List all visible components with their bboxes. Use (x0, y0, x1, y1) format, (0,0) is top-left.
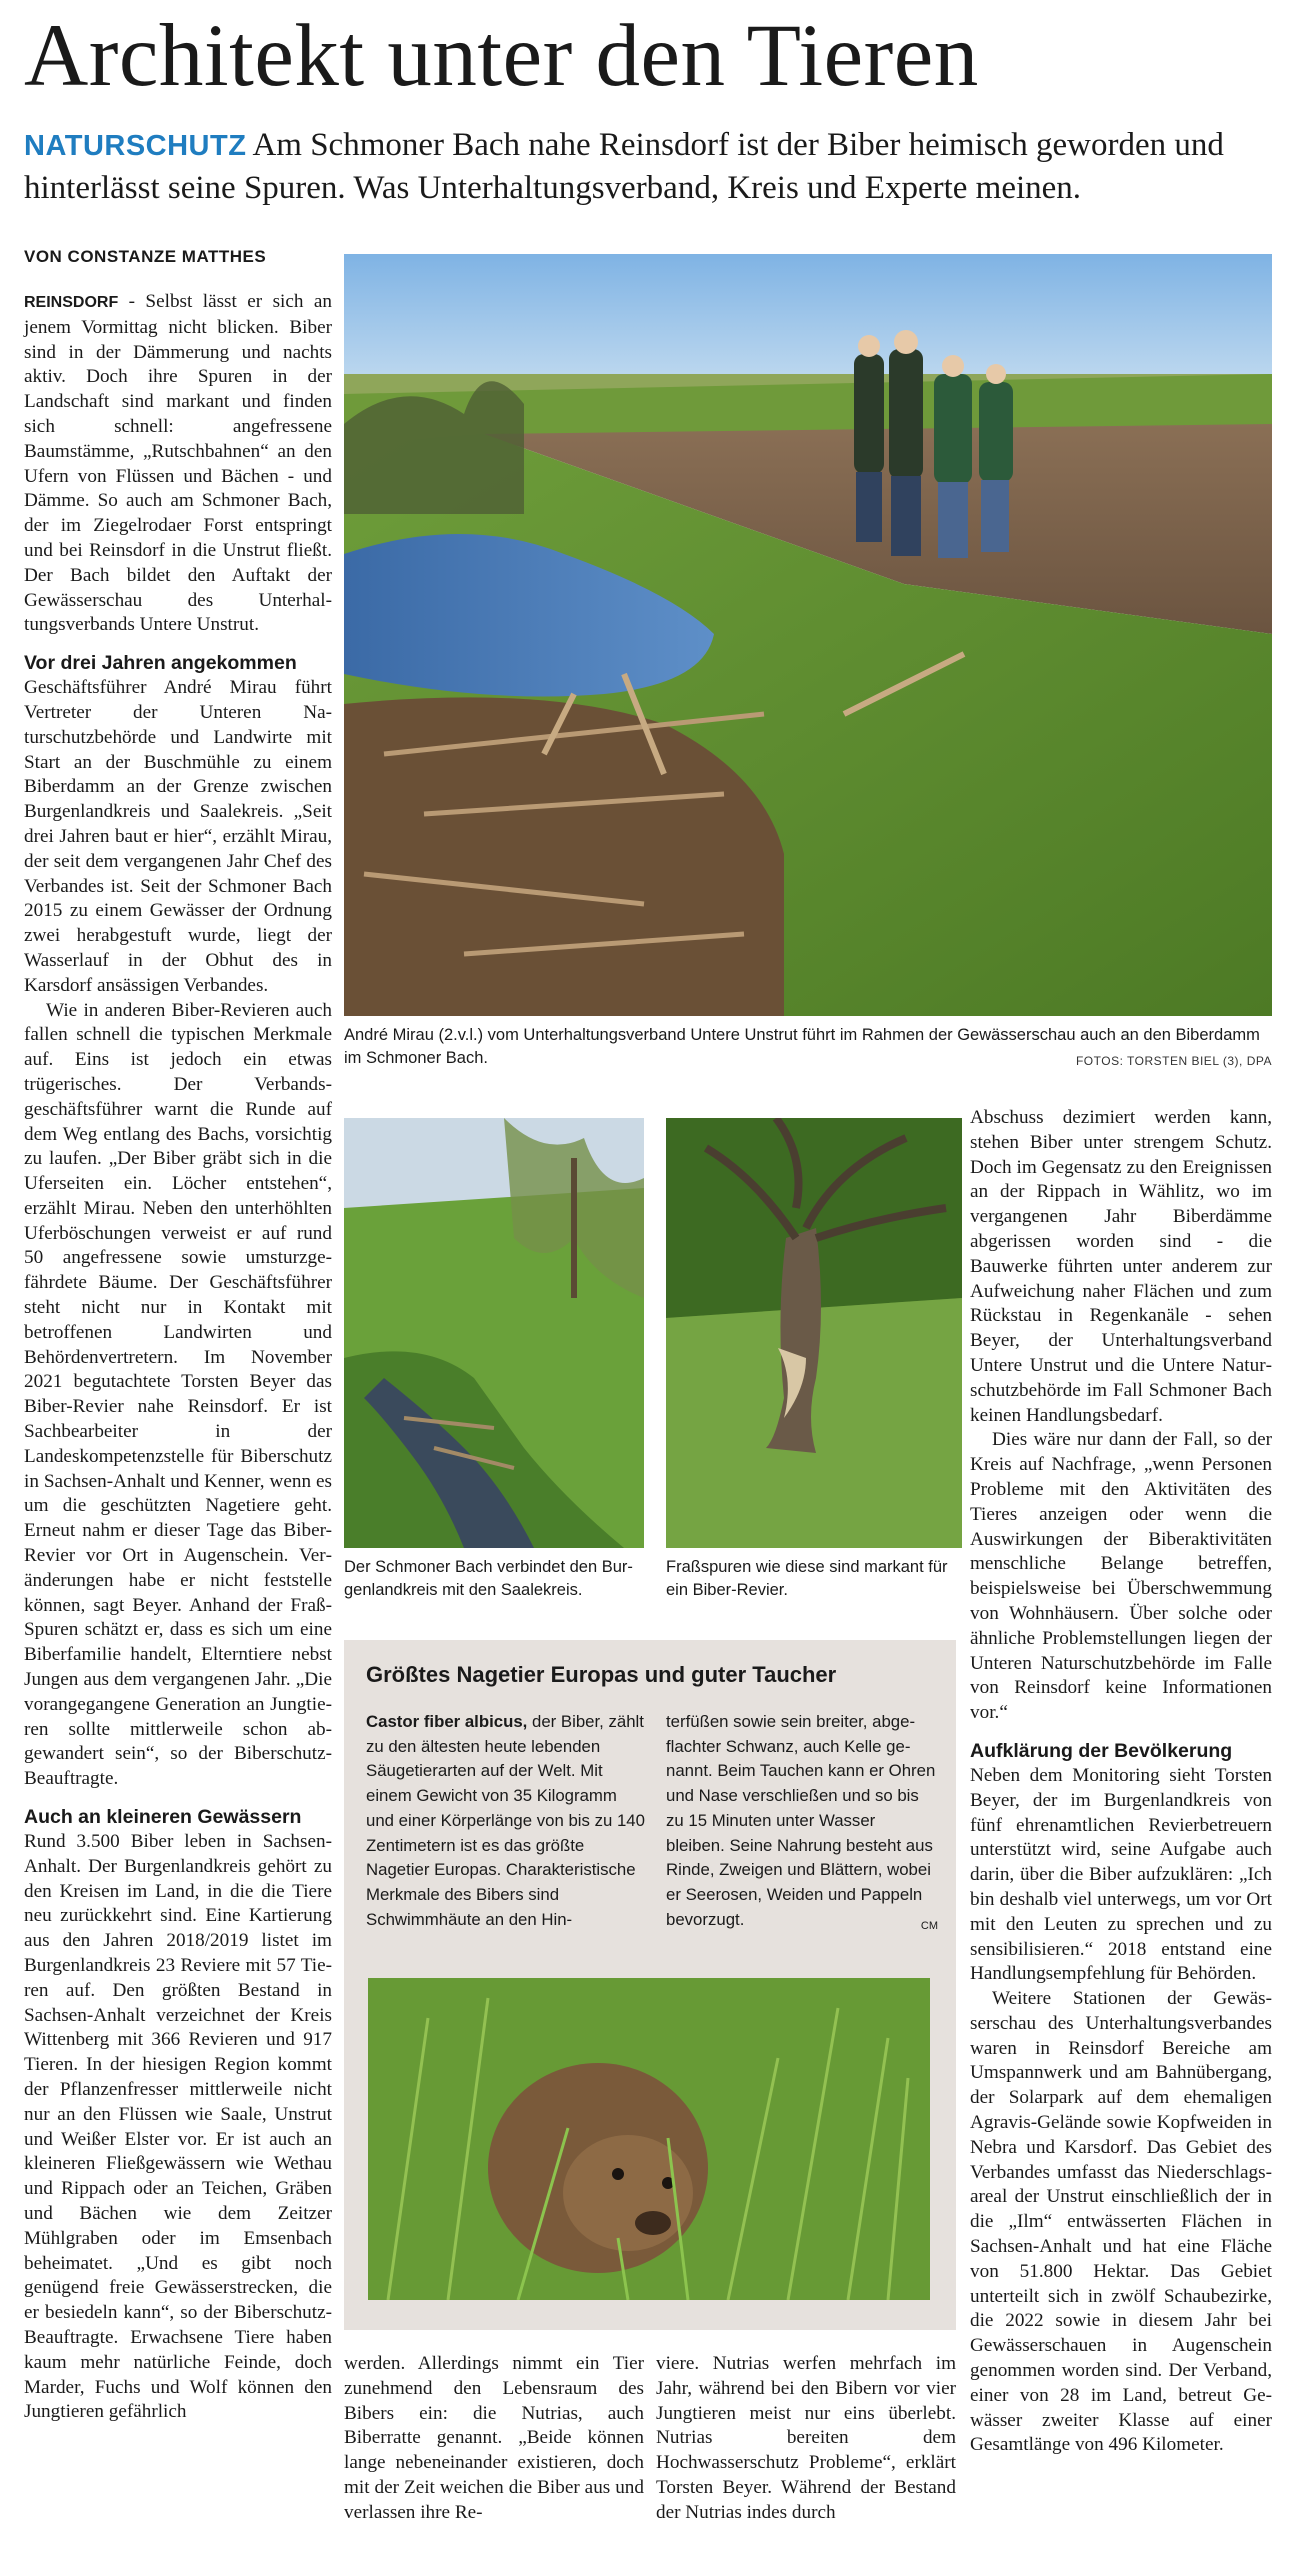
subheading-3: Aufklärung der Bevölkerung (970, 1739, 1233, 1762)
main-photo (344, 254, 1272, 1016)
paragraph-1: REINSDORF - Selbst lässt er sich an jenem Vormittag nicht blicken. Biber sind in der Dämmerung und nachts aktiv. Doch ihre Spuren in der Landschaft sind markant und finden sich schnell: angefressene Baumstämme, „Rutschbahnen“ an den Ufern von Flüssen und Bächen - und Dämme. So auch am Schmoner Bach, der im Ziegelrodaer Forst entspringt und bei Reinsdorf in die Unstrut fließt. Der Bach bildet den Auftakt der Gewässerschau des Unterhaltungsverbands Untere Unstrut. (24, 291, 332, 636)
paragraph-4: Rund 3.500 Biber leben in Sachsen-Anhalt. Der Burgenlandkreis gehört zu den Kreisen im Land, in die die Tiere neu zurückkehrt sind. Eine Kartierung aus den Jahren 2018/2019 listet im Burgenlandkreis 23 Reviere mit 57 Tieren auf. Den größten Bestand in Sachsen-Anhalt verzeichnet der Kreis Wittenberg mit 366 Revieren und 917 Tieren. In der hiesigen Region kommt der Pflanzenfresser mittlerweile nicht nur an den Flüssen wie Saale, Unstrut und Weißer Elster vor. Er ist auch an kleineren Fließgewässern wie Wethau und Rippach oder an Teichen, Gräben und Bächen wie dem Zeitzer Mühlgraben oder im Emsenbach beheimatet. „Und es gibt noch genügend freie Gewässerstrecken, die er besiedeln kann“, so der Biberschutz-Beauftragte. Erwachsene Tiere haben kaum mehr natürliche Feinde, doch Marder, Fuchs und Wolf können den Jungtieren gefährlich (24, 1831, 332, 2423)
article-column-2 (344, 2352, 644, 2526)
kicker: NATURSCHUTZ (24, 130, 247, 162)
subheading-2: Auch an kleineren Gewässern (24, 1806, 302, 1829)
article-column-3 (656, 2352, 956, 2526)
deck (24, 124, 1274, 209)
beaver-photo (368, 1978, 930, 2300)
deck-text: Am Schmoner Bach nahe Reinsdorf ist der Biber heimisch geworden und hinterlässt seine Spuren. Was Unterhaltungsverband, Kreis und Experte meinen. (24, 127, 1224, 206)
tree-photo-caption: Fraßspuren wie diese sind markant für ein Biber-Revier. (666, 1558, 948, 1599)
paragraph-10: Weitere Stationen der Gewässerschau des Unterhaltungsverbandes waren in Reinsdorf Bereiche am Umspannwerk und am Bahnübergang, der Solarpark auf dem ehemaligen Agravis-Gelände sowie Kopfweiden in Nebra und Karsdorf. Das Gebiet des Verbandes umfasst das Niederschlagsareal der Unstrut einschließlich der in die „Ilm“ entwässerten Flächen in Sachsen-Anhalt und hat eine Fläche von 51.800 Hektar. Das Gebiet unterteilt sich in zwölf Schaubezirke, die 2022 sowie in diesem Jahr bei Gewässerschauen in Augenschein genommen worden sind. Der Verband, einer von 28 im Land, betreut Gewässer zweiter Klasse auf einer Gesamtlänge von 496 Kilometer. (970, 1988, 1272, 2456)
headline: Architekt unter den Tieren (24, 7, 979, 105)
byline: VON CONSTANZE MATTHES (24, 247, 267, 266)
tree-photo (666, 1118, 962, 1548)
creek-photo-caption: Der Schmoner Bach verbindet den Burgenlandkreis mit den Saalekreis. (344, 1558, 633, 1599)
article-column-1 (24, 290, 332, 2425)
paragraph-8: Dies wäre nur dann der Fall, so der Kreis auf Nachfrage, „wenn Personen Probleme mit den Aktivitäten des Tieres anzeigen oder wenn die Auswirkungen der Biberaktivitäten menschliche Belange betreffen, beispielsweise bei Überschwemmung von Wohnhäusern. Über solche oder ähnliche Problemstellungen liegen der Unteren Naturschutzbehörde im Falle von Reinsdorf keine Informationen vor.“ (970, 1429, 1272, 1724)
paragraph-3: Wie in anderen Biber-Revieren auch fallen schnell die typischen Merkmale auf. Eins ist jedoch ein etwas trügerisches. Der Verbandsgeschäftsführer warnt die Runde auf dem Weg entlang des Bachs, vorsichtig zu laufen. „Der Biber gräbt sich in die Uferseiten ein. Löcher entstehen“, erzählt Mirau. Neben den unterhöhlten Uferböschungen verweist er auf rund 50 angefressene sowie umsturzgefährdete Bäume. Der Geschäftsführer steht nicht nur in Kontakt mit betroffenen Landwirten und Behördenvertretern. Im November 2021 begutachtete Torsten Beyer das Biber-Revier nahe Reinsdorf. Er ist Sachbearbeiter in der Landeskompetenzstelle für Biberschutz in Sachsen-Anhalt und Kenner, wenn es um die geschützten Nagetiere geht. Erneut nahm er dieser Tage das Biber-Revier vor Ort in Augenschein. Veränderungen habe er nicht feststelle können, sagt Beyer. Anhand der Fraß-Spuren schätzt er, dass es sich um eine Biberfamilie handelt, Elterntiere nebst Jungen aus dem vergangenen Jahr. „Die vorangegangene Generation an Jungtieren sollte mittlerweile schon abgewandert sein“, so der Biberschutz-Beauftragte. (24, 999, 332, 1790)
article-column-4 (970, 1106, 1272, 2458)
info-box-lead: Castor fiber albicus, (366, 1712, 528, 1731)
paragraph-7: Abschuss dezimiert werden kann, stehen Biber unter strengem Schutz. Doch im Gegensatz zu den Ereignissen an der Rippach in Wählitz, wo im vergangenen Jahr Biberdämme abgerissen worden sind - die Bauwerke führten unter anderem zur Aufweichung naher Flächen und zum Rückstau in Regenkanäle - sehen Beyer, der Unterhaltungsverband Untere Unstrut und die Untere Naturschutzbehörde im Fall Schmoner Bach keinen Handlungsbedarf. (970, 1107, 1272, 1426)
subheading-1: Vor drei Jahren angekommen (24, 652, 297, 675)
paragraph-6: viere. Nutrias werfen mehrfach im Jahr, während bei den Bibern vor vier Jungtieren meist nur eins überlebt. Nutrias bereiten dem Hochwasserschutz Probleme“, erklärt Torsten Beyer. Während der Bestand der Nutrias indes durch (656, 2353, 956, 2523)
paragraph-5: werden. Allerdings nimmt ein Tier zunehmend den Lebensraum des Bibers ein: die Nutrias, auch Biberratte genannt. „Beide können lange nebeneinander existieren, doch mit der Zeit weichen die Biber aus und verlassen ihre Re- (344, 2353, 644, 2523)
info-box-title: Größtes Nagetier Europas und guter Taucher (366, 1662, 837, 1687)
info-box-column-2: terfüßen sowie sein breiter, abgeflachter Schwanz, auch Kelle genannt. Beim Tauchen kann er Ohren und Nase verschließen und so bis zu 15 Minuten unter Wasser bleiben. Seine Nahrung besteht aus Rinde, Zweigen und Blättern, wobei er Seerosen, Weiden und Pappeln bevorzugt. CM (666, 1710, 938, 1938)
paragraph-9: Neben dem Monitoring sieht Torsten Beyer, der im Burgenlandkreis von fünf ehrenamtlichen Revierbetreuern unterstützt wird, seine Aufgabe auch darin, über die Biber aufzuklären: „Ich bin deshalb viel unterwegs, um vor Ort mit den Leuten zu sprechen und zu sensibilisieren.“ 2018 entstand eine Handlungsempfehlung für Behörden. (970, 1764, 1272, 1985)
info-box-column-1: Castor fiber albicus, der Biber, zählt zu den ältesten heute lebenden Säugetierarten auf der Welt. Mit einem Gewicht von 35 Kilogramm und einer Körperlänge von bis zu 140 Zentimetern ist es das größte Nagetier Europas. Charakteristische Merkmale des Bibers sind Schwimmhäute an den Hin- (366, 1712, 645, 1929)
paragraph-2: Geschäftsführer André Mirau führt Vertreter der Unteren Naturschutzbehörde und Landwirte mit Start an der Buschmühle zu einem Biberdamm an der Grenze zwischen Burgenlandkreis und Saalekreis. „Seit drei Jahren baut er hier“, erzählt Mirau, der seit dem vergangenen Jahr Chef des Verbandes ist. Seit der Schmoner Bach 2015 zu einem Gewässer der Ordnung zwei herabgestuft wurde, liegt der Wasserlauf in der Obhut des in Karsdorf ansässigen Verbandes. (24, 677, 332, 996)
creek-photo (344, 1118, 644, 1548)
info-box-initials: CM (920, 1919, 938, 1932)
photo-credit: FOTOS: TORSTEN BIEL (3), DPA (1075, 1054, 1272, 1068)
main-photo-caption: André Mirau (2.v.l.) vom Unterhaltungsverband Untere Unstrut führt im Rahmen der Gewässerschau auch an den Biberdamm im Schmoner Bach. (344, 1026, 1260, 1067)
dateline: REINSDORF (24, 294, 119, 311)
info-box (344, 1640, 956, 2330)
